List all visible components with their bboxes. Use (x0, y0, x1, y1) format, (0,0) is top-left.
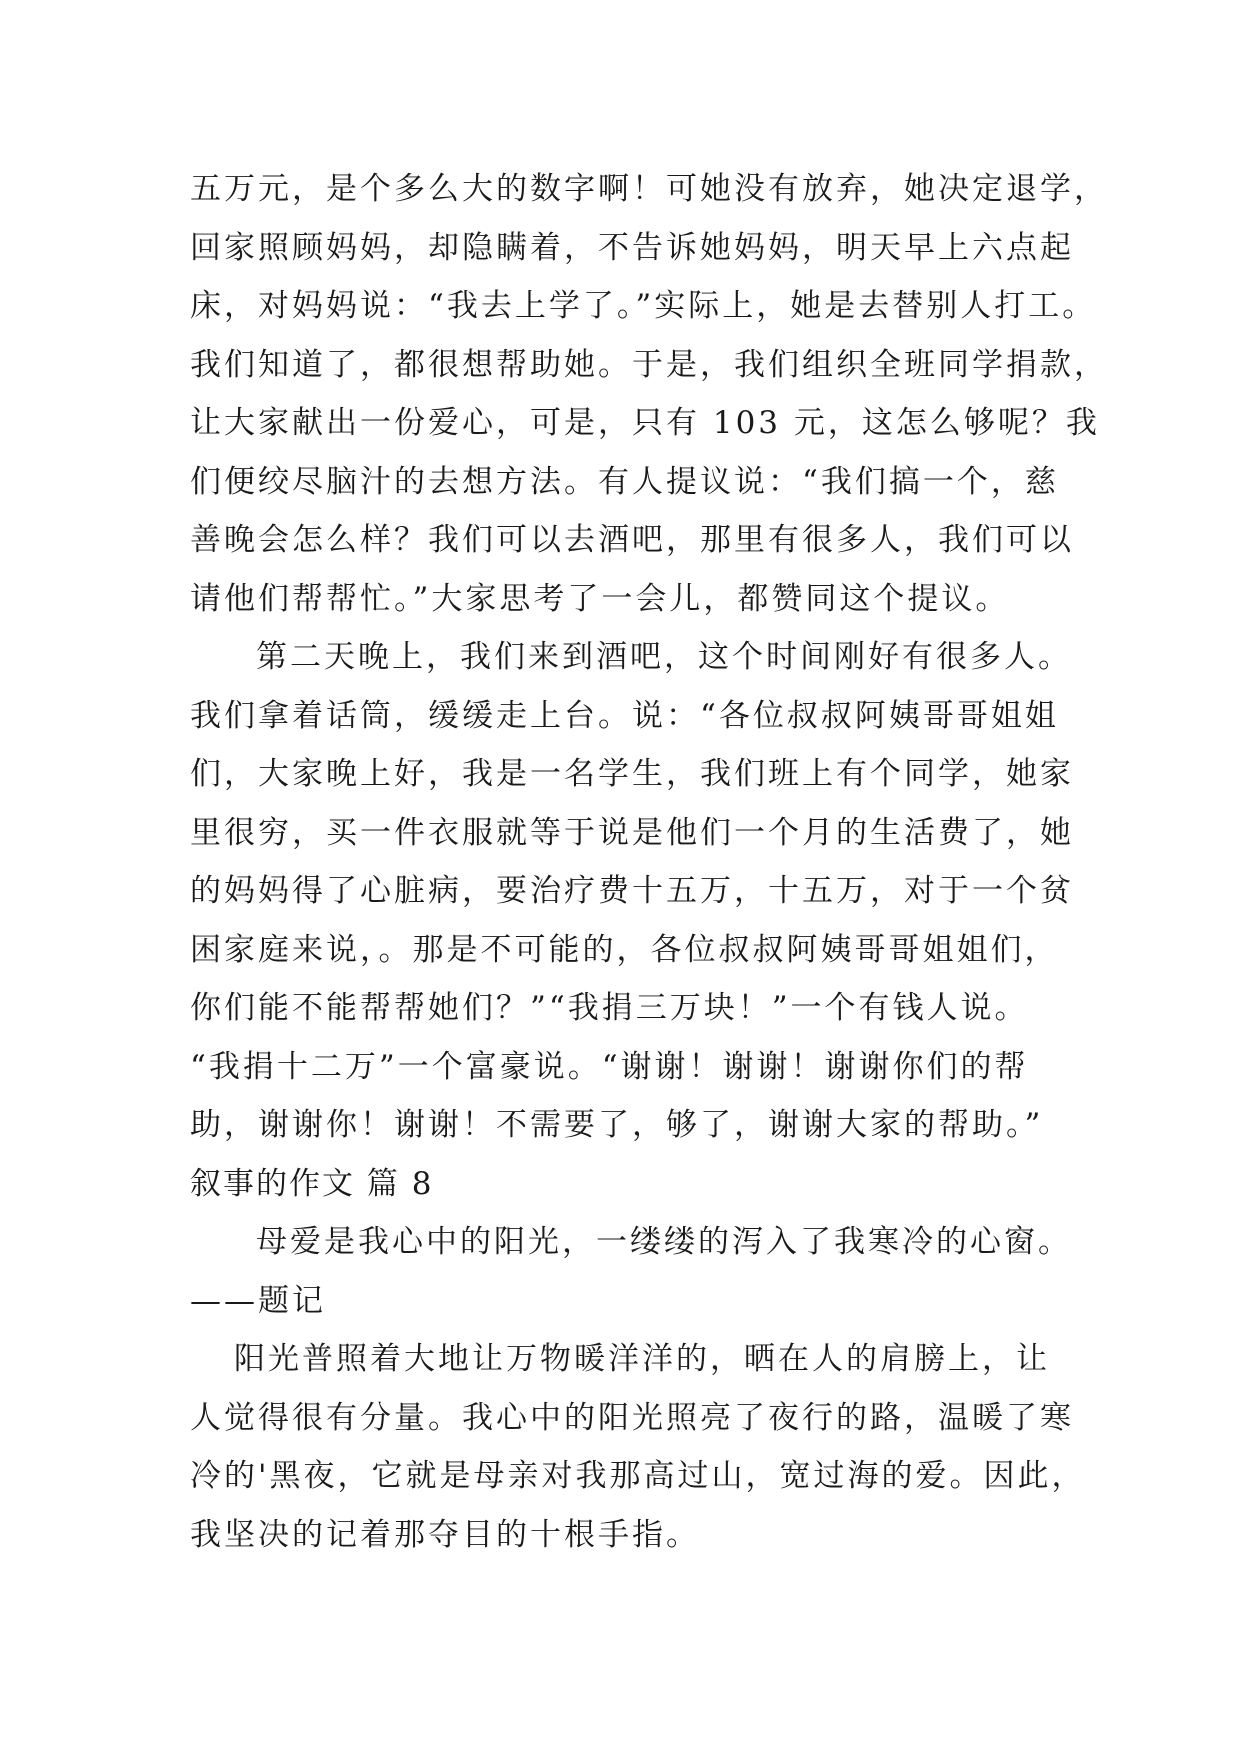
document-body (190, 160, 1108, 1564)
section-heading: 叙事的作文 篇 8 (190, 1165, 434, 1202)
text-line: 让大家献出一份爱心，可是，只有 103 元，这怎么够呢？我 (190, 405, 1100, 441)
text-line: 五万元，是个多么大的数字啊！可她没有放弃，她决定退学， (190, 171, 1108, 207)
text-line: 你们能不能帮帮她们？”“我捐三万块！”一个有钱人说。 (190, 990, 1029, 1026)
epigraph (190, 1213, 1090, 1330)
text-line: 助，谢谢你！谢谢！不需要了，够了，谢谢大家的帮助。” (190, 1107, 1044, 1143)
text-line: 善晚会怎么样？我们可以去酒吧，那里有很多人，我们可以 (190, 522, 1074, 558)
text-line: “我捐十二万”一个富豪说。“谢谢！谢谢！谢谢你们的帮 (190, 1048, 1029, 1085)
epigraph-attribution: ——题记 (190, 1282, 326, 1319)
text-line: 冷的'黑夜，它就是母亲对我那高过山，宽过海的爱。因此， (190, 1458, 1086, 1494)
text-line: 床，对妈妈说：“我去上学了。”实际上，她是去替别人打工。 (190, 288, 1097, 324)
epigraph-text: 母爱是我心中的阳光，一缕缕的泻入了我寒冷的心窗。 (256, 1224, 1072, 1260)
text-line: 我坚决的记着那夺目的十根手指。 (190, 1516, 700, 1553)
text-line: 我们拿着话筒，缓缓走上台。说：“各位叔叔阿姨哥哥姐姐 (190, 697, 1059, 734)
text-line: 们便绞尽脑汁的去想方法。有人提议说：“我们搞一个，慈 (190, 463, 1059, 500)
paragraph-1 (190, 160, 1108, 628)
text-line: 第二天晚上，我们来到酒吧，这个时间刚好有很多人。 (256, 639, 1072, 675)
text-line: 们，大家晚上好，我是一名学生，我们班上有个同学，她家 (190, 756, 1074, 792)
text-line: 的妈妈得了心脏病，要治疗费十五万，十五万，对于一个贫 (190, 873, 1074, 909)
text-line: 阳光普照着大地让万物暖洋洋的，晒在人的肩膀上，让 (234, 1341, 1050, 1377)
paragraph-3 (190, 1330, 1090, 1564)
text-line: 请他们帮帮忙。”大家思考了一会儿，都赞同这个提议。 (190, 580, 1010, 617)
text-line: 里很穷，买一件衣服就等于说是他们一个月的生活费了，她 (190, 814, 1074, 851)
text-line: 回家照顾妈妈，却隐瞒着，不告诉她妈妈，明天早上六点起 (190, 229, 1074, 266)
paragraph-2 (190, 628, 1090, 1155)
text-line: 我们知道了，都很想帮助她。于是，我们组织全班同学捐款， (190, 346, 1108, 383)
text-line: 困家庭来说，。那是不可能的，各位叔叔阿姨哥哥姐姐们， (190, 931, 1059, 968)
text-line: 人觉得很有分量。我心中的阳光照亮了夜行的路，温暖了寒 (190, 1399, 1074, 1436)
